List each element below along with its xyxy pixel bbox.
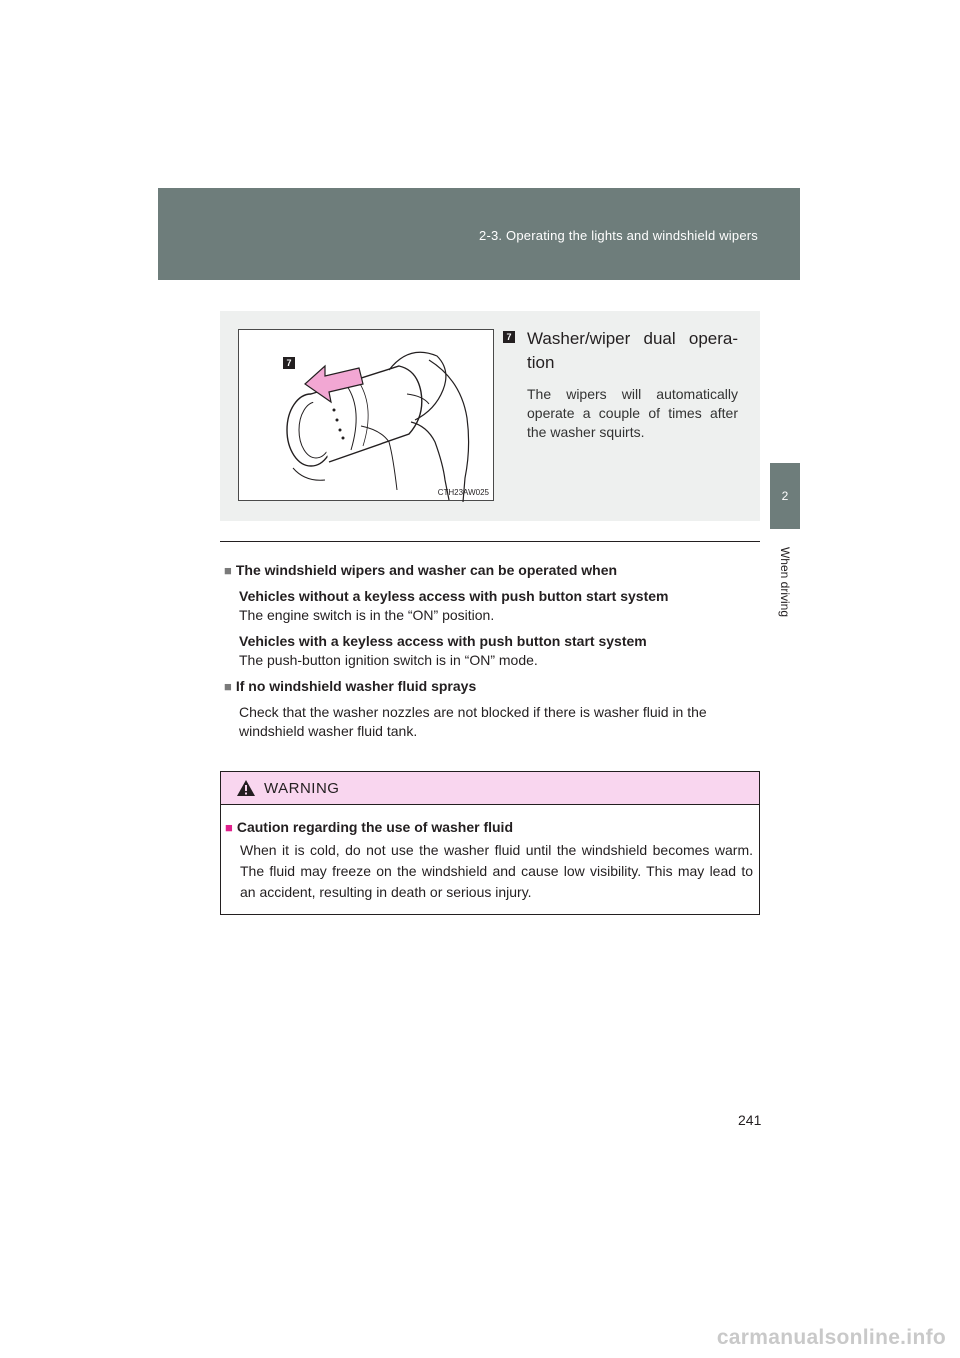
- page-number: 241: [738, 1112, 762, 1128]
- step-badge: 7: [503, 331, 515, 343]
- note-heading: ■ If no windshield washer fluid sprays: [224, 678, 477, 694]
- warning-body: [221, 805, 759, 903]
- header-bar: [158, 188, 800, 280]
- warning-title: WARNING: [264, 779, 340, 797]
- square-bullet-icon: ■: [224, 563, 232, 578]
- section-title: 2-3. Operating the lights and windshield wipers: [479, 228, 758, 243]
- notes-section: [224, 561, 756, 741]
- section-divider: [220, 541, 760, 542]
- wiper-illustration: [238, 329, 494, 501]
- warning-text: When it is cold, do not use the washer fluid until the windshield becomes warm. The fluid may freeze on the windshield and cause low visibility. This may lead to an accident, resulting in death or serious injury.: [240, 842, 753, 900]
- chapter-label: When driving: [778, 546, 792, 618]
- step-text: [503, 327, 738, 442]
- warning-heading: ■ Caution regarding the use of washer fluid: [225, 819, 513, 835]
- step-heading: Washer/wiper dual opera-tion: [527, 329, 738, 372]
- warning-box: [220, 771, 760, 915]
- step-description: The wipers will automatically operate a couple of times after the washer squirts.: [527, 386, 738, 440]
- illustration-step-badge: 7: [283, 357, 295, 369]
- warning-triangle-icon: [236, 779, 256, 797]
- watermark: carmanualsonline.info: [716, 1326, 946, 1349]
- chapter-number: 2: [781, 489, 789, 503]
- square-bullet-icon: ■: [224, 679, 232, 694]
- note-text: The push-button ignition switch is in “ON” mode.: [239, 652, 538, 668]
- note-text: The engine switch is in the “ON” position.: [239, 607, 495, 623]
- chapter-label-container: [770, 536, 800, 628]
- note-heading: ■ The windshield wipers and washer can be operated when: [224, 562, 618, 578]
- note-subtitle: Vehicles without a keyless access with push button start system: [239, 588, 669, 604]
- chapter-tab: [770, 463, 800, 529]
- wiper-lever-drawing: [239, 330, 495, 502]
- square-bullet-icon: ■: [225, 820, 233, 835]
- step-box: [220, 311, 760, 521]
- note-subtitle: Vehicles with a keyless access with push button start system: [239, 633, 647, 649]
- warning-header: [221, 772, 759, 805]
- note-body: Check that the washer nozzles are not blocked if there is washer fluid in the windshield washer fluid tank.: [239, 704, 707, 739]
- illustration-code: CTH23AW025: [437, 488, 489, 497]
